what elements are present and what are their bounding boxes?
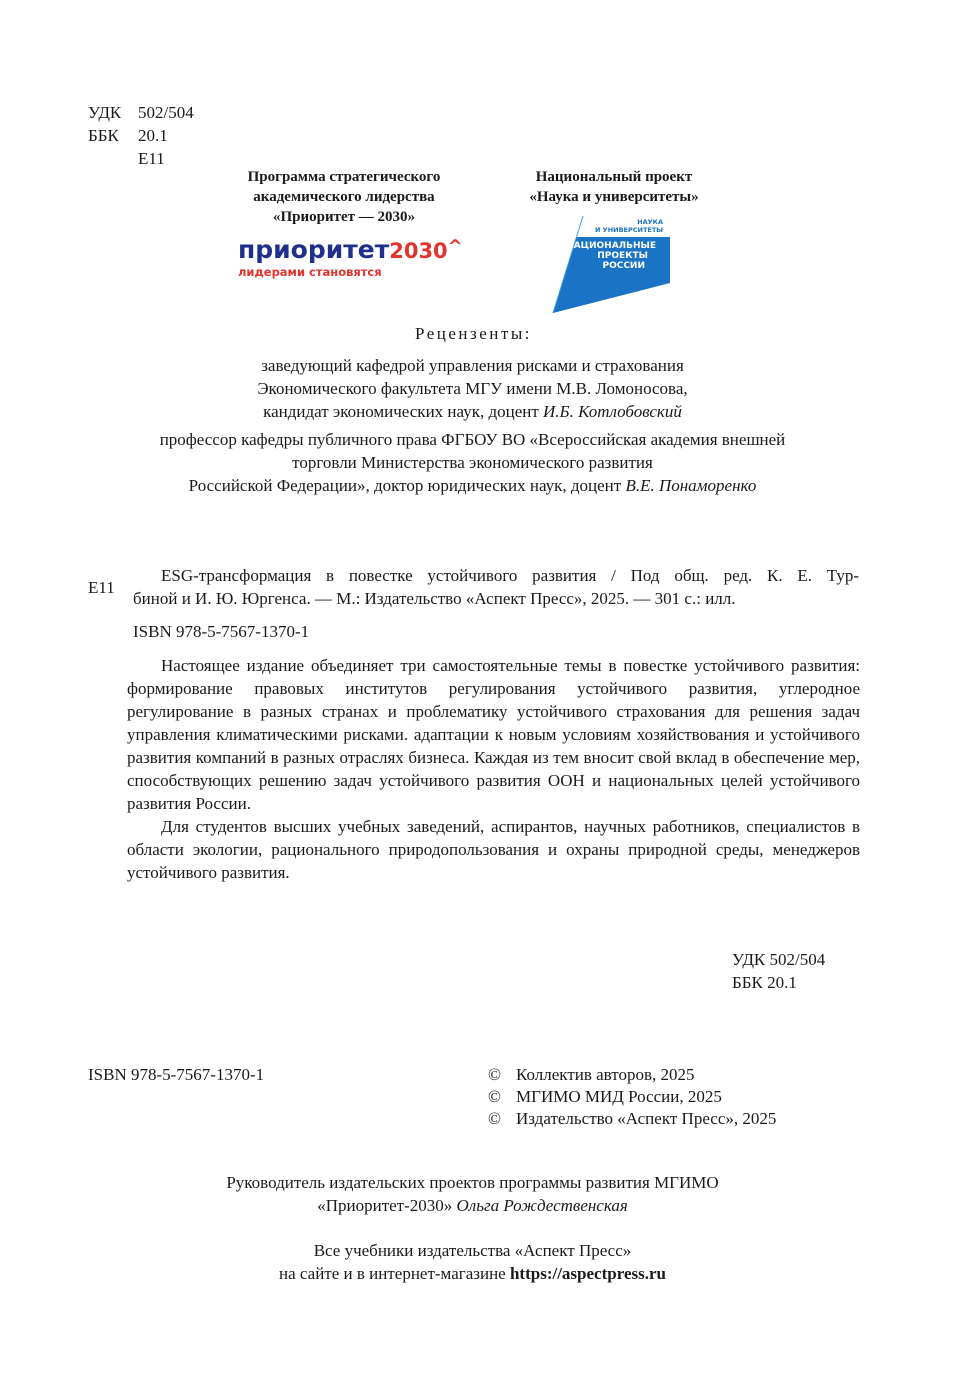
bbk-bottom: ББК 20.1 bbox=[732, 973, 797, 992]
national-projects-logo bbox=[545, 213, 670, 315]
books-line2-text: на сайте и в интернет-магазине bbox=[279, 1264, 510, 1283]
np-small-text-1: НАУКА bbox=[637, 218, 663, 226]
annotation-paragraph2: Для студентов высших учебных заведений, аспирантов, научных работников, специалистов в области экологии, рационального природопользования и охраны природной среды, менеджеров устойчивого развития. bbox=[127, 817, 860, 882]
reviewer2-line: торговли Министерства экономического развития bbox=[292, 453, 653, 472]
reviewer1-last-line bbox=[0, 401, 945, 423]
priority-logo-caret: ^ bbox=[447, 236, 463, 257]
copyright-symbol: © bbox=[488, 1087, 501, 1106]
priority-logo bbox=[238, 235, 463, 264]
copyright-item: Издательство «Аспект Пресс», 2025 bbox=[516, 1109, 777, 1128]
udk-value: 502/504 bbox=[138, 103, 194, 122]
isbn-bottom: ISBN 978-5-7567-1370-1 bbox=[88, 1065, 265, 1084]
program-title bbox=[224, 167, 464, 227]
manager-line2 bbox=[0, 1195, 945, 1217]
bbk-value: 20.1 bbox=[138, 126, 168, 145]
reviewer1-name: И.Б. Котлобовский bbox=[543, 402, 682, 421]
annotation-paragraph1: Настоящее издание объединяет три самостоятельные темы в повестке устойчивого развития: формирование правовых институтов регулирования устойчивого развития, углеродное регулирование в разных странах и проблематику устойчивого страхования для решения задач управления климатическими рисками. адаптации к новым условиям хозяйствования и устойчивого развития компаний в разных отраслях бизнеса. Каждая из тем вносит свой вклад в обеспечение мер, способствующих решению задач устойчивого развития ООН и национальных целей устойчивого развития России. bbox=[127, 656, 860, 813]
reviewer2-name: В.Е. Понаморенко bbox=[625, 476, 757, 495]
udk-label: УДК bbox=[88, 103, 122, 122]
np-big-text-1: НАЦИОНАЛЬНЫЕ bbox=[566, 241, 656, 251]
reviewer2-last-line bbox=[0, 475, 945, 497]
website-link[interactable]: https://aspectpress.ru bbox=[509, 1264, 666, 1283]
reviewer2-line: профессор кафедры публичного права ФГБОУ ВО «Всероссийская академия внешней bbox=[159, 430, 786, 449]
manager-line1: Руководитель издательских проектов программы развития МГИМО bbox=[226, 1173, 719, 1192]
national-title-line: «Наука и университеты» bbox=[529, 189, 699, 205]
np-big-text-3: РОССИИ bbox=[602, 261, 645, 271]
books-line2 bbox=[0, 1263, 945, 1285]
bbk-label: ББК bbox=[88, 126, 119, 145]
priority-tagline: лидерами становятся bbox=[238, 265, 382, 279]
priority-logo-year: 2030 bbox=[389, 239, 448, 263]
copyright-item: Коллектив авторов, 2025 bbox=[516, 1065, 695, 1084]
copyright-item: МГИМО МИД России, 2025 bbox=[516, 1087, 722, 1106]
reviewer1-credentials: кандидат экономических наук, доцент bbox=[263, 402, 544, 421]
manager-program: «Приоритет-2030» bbox=[317, 1196, 457, 1215]
manager-name: Ольга Рождественская bbox=[456, 1196, 628, 1215]
books-line1: Все учебники издательства «Аспект Пресс» bbox=[313, 1241, 632, 1260]
np-big-text-2: ПРОЕКТЫ bbox=[597, 251, 648, 261]
bibliography-sign: Е11 bbox=[88, 578, 115, 597]
priority-logo-word: приоритет bbox=[238, 235, 390, 264]
reviewers-heading: Рецензенты: bbox=[415, 324, 532, 343]
author-sign: Е11 bbox=[138, 149, 165, 168]
copyright-symbol: © bbox=[488, 1109, 501, 1128]
udk-bottom: УДК 502/504 bbox=[732, 950, 826, 969]
program-title-line: Программа стратегического bbox=[247, 169, 441, 185]
national-project-title bbox=[506, 167, 722, 207]
bibliography-line2: биной и И. Ю. Юргенса. — М.: Издательство «Аспект Пресс», 2025. — 301 с.: илл. bbox=[133, 589, 736, 608]
reviewer1-line: Экономического факультета МГУ имени М.В. Ломоносова, bbox=[257, 379, 688, 398]
reviewer2-credentials: Российской Федерации», доктор юридических наук, доцент bbox=[188, 476, 626, 495]
np-small-text-2: И УНИВЕРСИТЕТЫ bbox=[594, 226, 663, 234]
bibliography-isbn: ISBN 978-5-7567-1370-1 bbox=[133, 622, 310, 641]
copyright-symbol: © bbox=[488, 1065, 501, 1084]
program-title-line: «Приоритет — 2030» bbox=[272, 209, 416, 225]
bibliography-line1: ESG-трансформация в повестке устойчивого развития / Под общ. ред. К. Е. Тур- bbox=[161, 566, 859, 585]
reviewer1-line: заведующий кафедрой управления рисками и страхования bbox=[261, 356, 684, 375]
national-title-line: Национальный проект bbox=[535, 169, 693, 185]
program-title-line: академического лидерства bbox=[253, 189, 435, 205]
